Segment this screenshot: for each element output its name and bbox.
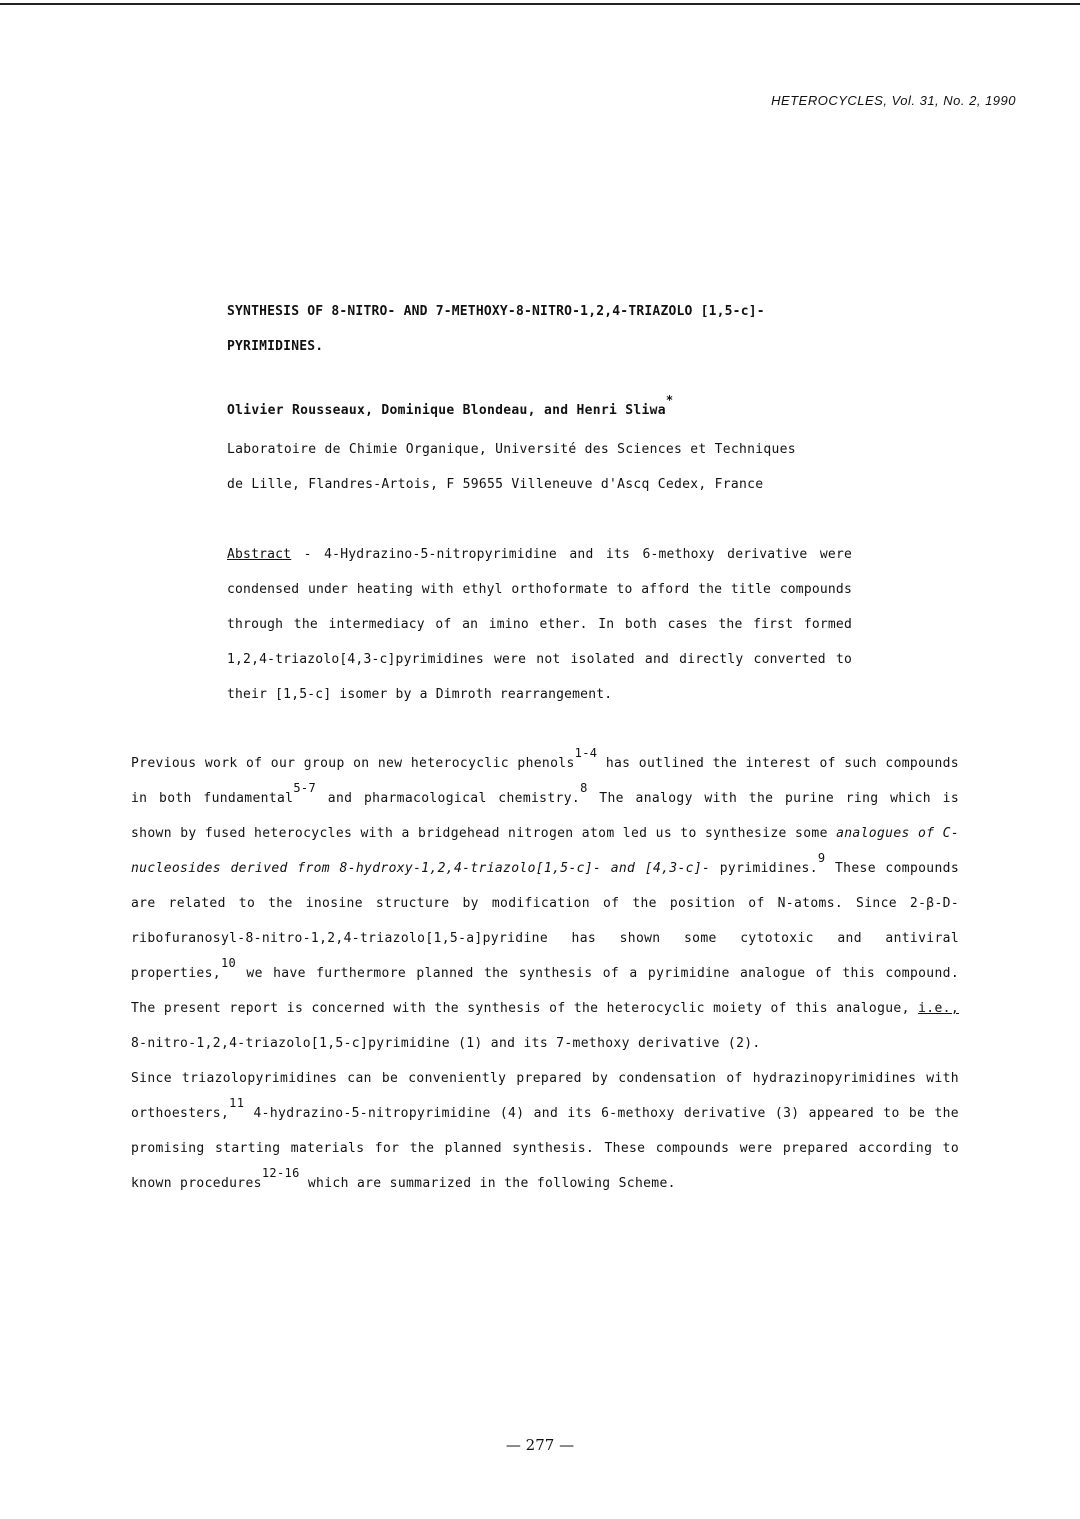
citation-ref: 10 <box>220 956 237 970</box>
citation-ref: 1-4 <box>574 746 598 760</box>
citation-ref: 5-7 <box>293 781 317 795</box>
page-number: — 277 — <box>505 1436 575 1454</box>
affiliation <box>227 432 852 502</box>
journal-reference: HETEROCYCLES, Vol. 31, No. 2, 1990 <box>771 93 1016 108</box>
body-text <box>131 746 959 1201</box>
citation-ref: 8 <box>580 781 588 795</box>
p1-text-f: These compounds are related to the inosine structure by modification of the position of N-atoms. Since 2-β-D-ribofuranosyl-8-nitro-1,2,4-triazolo[1,5-a]pyridine has shown some cytotoxic and antiviral properties, <box>131 861 960 981</box>
affiliation-line-2: de Lille, Flandres-Artois, F 59655 Villeneuve d'Ascq Cedex, France <box>227 477 764 492</box>
author-list <box>227 393 852 418</box>
p1-text-a: Previous work of our group on new heterocyclic phenols <box>131 756 575 771</box>
paragraph-2 <box>131 1061 959 1201</box>
p1-text-c: and pharmacological chemistry. <box>316 791 581 806</box>
p1-ie: i.e., <box>918 1001 959 1016</box>
paragraph-1 <box>131 746 959 1061</box>
p2-text-a: Since triazolopyrimidines can be conveniently prepared by condensation of hydrazinopyrimidines with orthoesters, <box>131 1071 959 1121</box>
author-names: Olivier Rousseaux, Dominique Blondeau, and Henri Sliwa <box>227 403 666 418</box>
citation-ref: 11 <box>229 1096 245 1110</box>
p1-text-d: The analogy with the purine ring which is shown by fused heterocycles with a bridgehead nitrogen atom led us to synthesize some <box>131 791 960 841</box>
affiliation-line-1: Laboratoire de Chimie Organique, Université des Sciences et Techniques <box>227 442 796 457</box>
p1-text-h: 8-nitro-1,2,4-triazolo[1,5-c]pyrimidine (1) and its 7-methoxy derivative (2). <box>131 1036 761 1051</box>
citation-ref: 9 <box>817 851 826 865</box>
top-rule <box>0 3 1080 5</box>
abstract-label: Abstract <box>227 547 292 562</box>
abstract <box>227 537 852 712</box>
p1-italic-text: analogues of C-nucleosides derived from 8-hydroxy-1,2,4-triazolo[1,5-c]- and [4,3-c]- <box>131 826 959 876</box>
citation-ref: 12-16 <box>261 1166 300 1180</box>
title-line-2: PYRIMIDINES. <box>227 339 324 354</box>
p2-text-b: 4-hydrazino-5-nitropyrimidine (4) and its 6-methoxy derivative (3) appeared to be the promising starting materials for the planned synthesis. These compounds were prepared according to known procedures <box>131 1106 959 1191</box>
abstract-text: - 4-Hydrazino-5-nitropyrimidine and its 6-methoxy derivative were condensed under heating with ethyl orthoformate to afford the title compounds through the intermediacy of an imino ether. In both cases the first formed 1,2,4-triazolo[4,3-c]pyrimidines were not isolated and directly converted to their [1,5-c] isomer by a Dimroth rearrangement. <box>227 547 852 702</box>
p2-text-c: which are summarized in the following Scheme. <box>299 1176 676 1191</box>
p1-text-e: pyrimidines. <box>710 861 818 876</box>
p1-text-g: we have furthermore planned the synthesis of a pyrimidine analogue of this compound. The present report is concerned with the synthesis of the heterocyclic moiety of this analogue, <box>131 966 959 1016</box>
corresponding-author-mark: * <box>665 393 674 407</box>
p1-text-b: has outlined the interest of such compounds in both fundamental <box>131 756 959 806</box>
paper-title <box>227 294 852 364</box>
title-line-1: SYNTHESIS OF 8-NITRO- AND 7-METHOXY-8-NITRO-1,2,4-TRIAZOLO [1,5-c]- <box>227 304 765 319</box>
